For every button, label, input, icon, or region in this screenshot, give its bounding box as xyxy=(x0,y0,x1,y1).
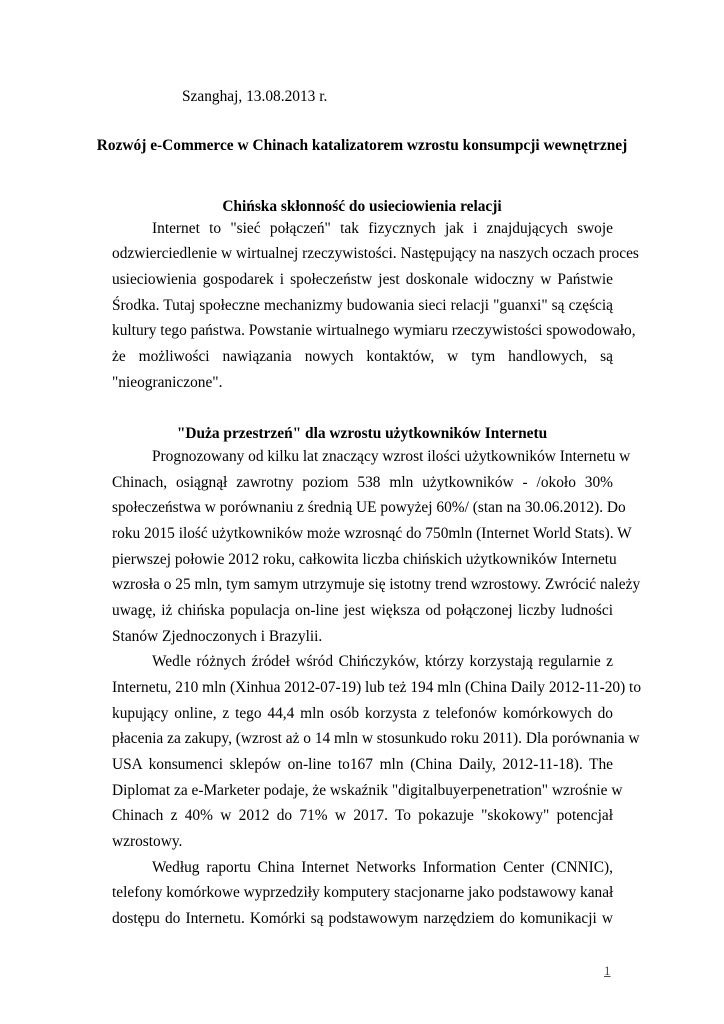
document-title: Rozwój e-Commerce w Chinach katalizatorem wzrostu konsumpcji wewnętrznej xyxy=(96,137,628,154)
paragraph-line: odzwierciedlenie w wirtualnej rzeczywistości. Następujący na naszych oczach proces xyxy=(112,245,639,262)
paragraph-line: płacenia za zakupy, (wzrost aż o 14 mln w stosunkudo roku 2011). Dla porównania w xyxy=(112,730,640,747)
section-heading-1: Chińska skłonność do usieciowienia relacji xyxy=(222,198,502,215)
paragraph-line: Wedle różnych źródeł wśród Chińczyków, którzy korzystają regularnie z xyxy=(152,653,613,670)
section-heading-2: "Duża przestrzeń" dla wzrostu użytkowników Internetu xyxy=(176,425,548,442)
paragraph-line: usieciowienia gospodarek i społeczeństw jest doskonale widoczny w Państwie xyxy=(112,271,613,288)
paragraph-line: kupujący online, z tego 44,4 mln osób korzysta z telefonów komórkowych do xyxy=(112,705,613,722)
paragraph-line: Internet to "sieć połączeń" tak fizycznych jak i znajdujących swoje xyxy=(152,220,613,237)
paragraph-line: "nieograniczone". xyxy=(112,374,223,391)
paragraph-line: dostępu do Internetu. Komórki są podstawowym narzędziem do komunikacji w xyxy=(112,910,613,927)
paragraph-line: uwagę, iż chińska populacja on-line jest większa od połączonej liczby ludności xyxy=(112,602,613,619)
paragraph-line: telefony komórkowe wyprzedziły komputery stacjonarne jako podstawowy kanał xyxy=(112,884,614,901)
paragraph-line: wzrostowy. xyxy=(112,833,183,850)
page-number: 1 xyxy=(604,963,611,978)
paragraph-line: Środka. Tutaj społeczne mechanizmy budowania sieci relacji "guanxi" są częścią xyxy=(112,297,613,314)
paragraph-line: roku 2015 ilość użytkowników może wzrosnąć do 750mln (Internet World Stats). W xyxy=(112,525,632,542)
paragraph-line: kultury tego państwa. Powstanie wirtualnego wymiaru rzeczywistości spowodowało, xyxy=(112,322,636,339)
paragraph-line: USA konsumenci sklepów on-line to167 mln (China Daily, 2012-11-18). The xyxy=(112,756,613,773)
paragraph-line: społeczeństwa w porównaniu z średnią UE powyżej 60%/ (stan na 30.06.2012). Do xyxy=(112,499,626,516)
paragraph-line: Stanów Zjednoczonych i Brazylii. xyxy=(112,628,323,645)
date-line: Szanghaj, 13.08.2013 r. xyxy=(182,88,328,105)
paragraph-line: że możliwości nawiązania nowych kontaktów, w tym handlowych, są xyxy=(112,348,613,365)
paragraph-line: Chinach z 40% w 2012 do 71% w 2017. To pokazuje "skokowy" potencjał xyxy=(112,807,613,824)
paragraph-line: Diplomat za e-Marketer podaje, że wskaźnik "digitalbuyerpenetration" wzrośnie w xyxy=(112,782,623,799)
paragraph-line: pierwszej połowie 2012 roku, całkowita liczba chińskich użytkowników Internetu xyxy=(112,551,617,568)
paragraph-line: Prognozowany od kilku lat znaczący wzrost ilości użytkowników Internetu w xyxy=(152,448,631,465)
paragraph-line: Internetu, 210 mln (Xinhua 2012-07-19) lub też 194 mln (China Daily 2012-11-20) to xyxy=(112,679,642,696)
paragraph-line: Według raportu China Internet Networks Information Center (CNNIC), xyxy=(152,859,613,876)
paragraph-line: Chinach, osiągnął zawrotny poziom 538 mln użytkowników - /około 30% xyxy=(112,474,613,491)
paragraph-line: wzrosła o 25 mln, tym samym utrzymuje się istotny trend wzrostowy. Zwrócić należy xyxy=(112,576,641,593)
